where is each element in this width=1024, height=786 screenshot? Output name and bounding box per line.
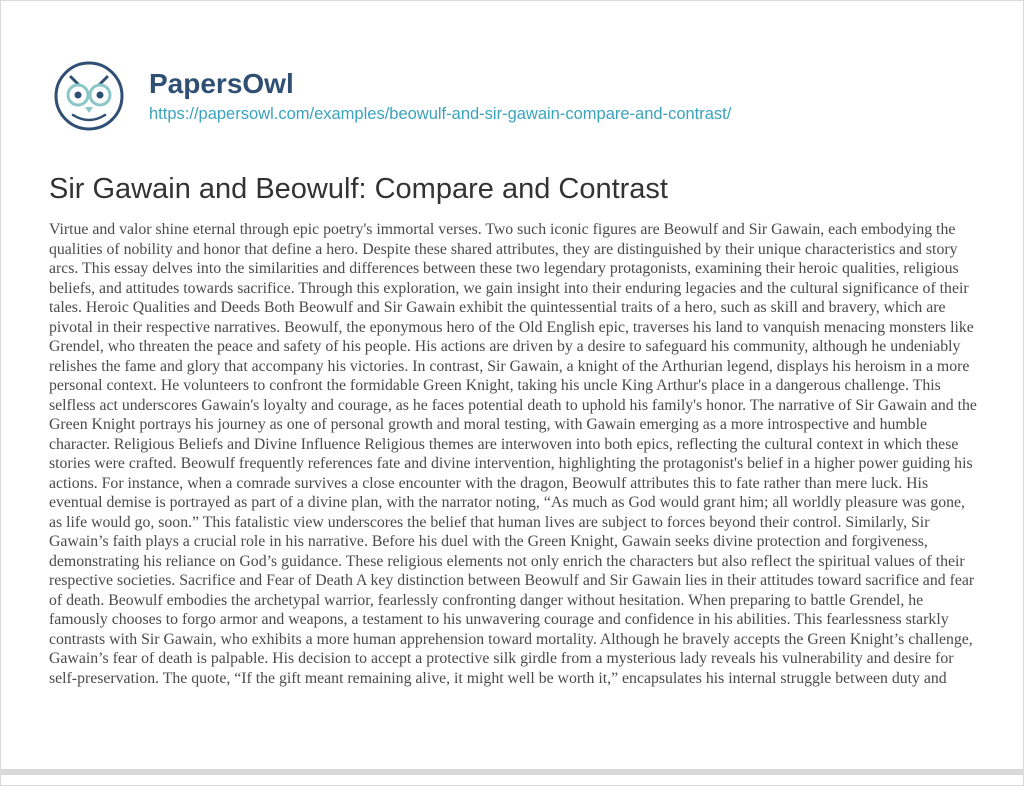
brand-name: PapersOwl [149, 68, 294, 99]
footer-divider [1, 769, 1023, 775]
owl-logo-icon [49, 61, 129, 131]
brand-block [149, 67, 731, 125]
essay-body: Virtue and valor shine eternal through epic poetry's immortal verses. Two such iconic figures are Beowulf and Sir Gawain, each embodying the qualities of nobility and honor that define a hero. Despite these shared attributes, they are distinguished by their unique characteristics and story arcs. This essay delves into the similarities and differences between these two legendary protagonists, examining their heroic qualities, religious beliefs, and attitudes towards sacrifice. Through this exploration, we gain insight into their enduring legacies and the cultural significance of their tales. Heroic Qualities and Deeds Both Beowulf and Sir Gawain exhibit the quintessential traits of a hero, such as skill and bravery, which are pivotal in their respective narratives. Beowulf, the eponymous hero of the Old English epic, traverses his land to vanquish menacing monsters like Grendel, who threaten the peace and safety of his people. His actions are driven by a desire to safeguard his community, although he undeniably relishes the fame and glory that accompany his victories. In contrast, Sir Gawain, a knight of the Arthurian legend, displays his heroism in a more personal context. He volunteers to confront the formidable Green Knight, taking his uncle King Arthur's place in a dangerous challenge. This selfless act underscores Gawain's loyalty and courage, as he faces potential death to uphold his family's honor. The narrative of Sir Gawain and the Green Knight portrays his journey as one of personal growth and moral testing, with Gawain emerging as a more introspective and humble character. Religious Beliefs and Divine Influence Religious themes are interwoven into both epics, reflecting the cultural context in which these stories were crafted. Beowulf frequently references fate and divine intervention, highlighting the protagonist's belief in a higher power guiding his actions. For instance, when a comrade survives a close encounter with the dragon, Beowulf attributes this to fate rather than mere luck. His eventual demise is portrayed as part of a divine plan, with the narrator noting, “As much as God would grant him; all worldly pleasure was gone, as life would go, soon.” This fatalistic view underscores the belief that human lives are subject to forces beyond their control. Similarly, Sir Gawain’s faith plays a crucial role in his narrative. Before his duel with the Green Knight, Gawain seeks divine protection and forgiveness, demonstrating his reliance on God’s guidance. These religious elements not only enrich the characters but also reflect the spiritual values of their respective societies. Sacrifice and Fear of Death A key distinction between Beowulf and Sir Gawain lies in their attitudes toward sacrifice and fear of death. Beowulf embodies the archetypal warrior, fearlessly confronting danger without hesitation. When preparing to battle Grendel, he famously chooses to forgo armor and weapons, a testament to his unwavering courage and confidence in his abilities. This fearlessness starkly contrasts with Sir Gawain, who exhibits a more human apprehension toward mortality. Although he bravely accepts the Green Knight’s challenge, Gawain’s fear of death is palpable. His decision to accept a protective silk girdle from a mysterious lady reveals his vulnerability and desire for self-preservation. The quote, “If the gift meant remaining alive, it might well be worth it,” encapsulates his internal struggle between duty and [49, 221, 977, 687]
brand-header [49, 61, 731, 131]
essay-title: Sir Gawain and Beowulf: Compare and Contrast [49, 173, 668, 205]
source-url-link[interactable]: https://papersowl.com/examples/beowulf-and-sir-gawain-compare-and-contrast/ [149, 105, 732, 123]
